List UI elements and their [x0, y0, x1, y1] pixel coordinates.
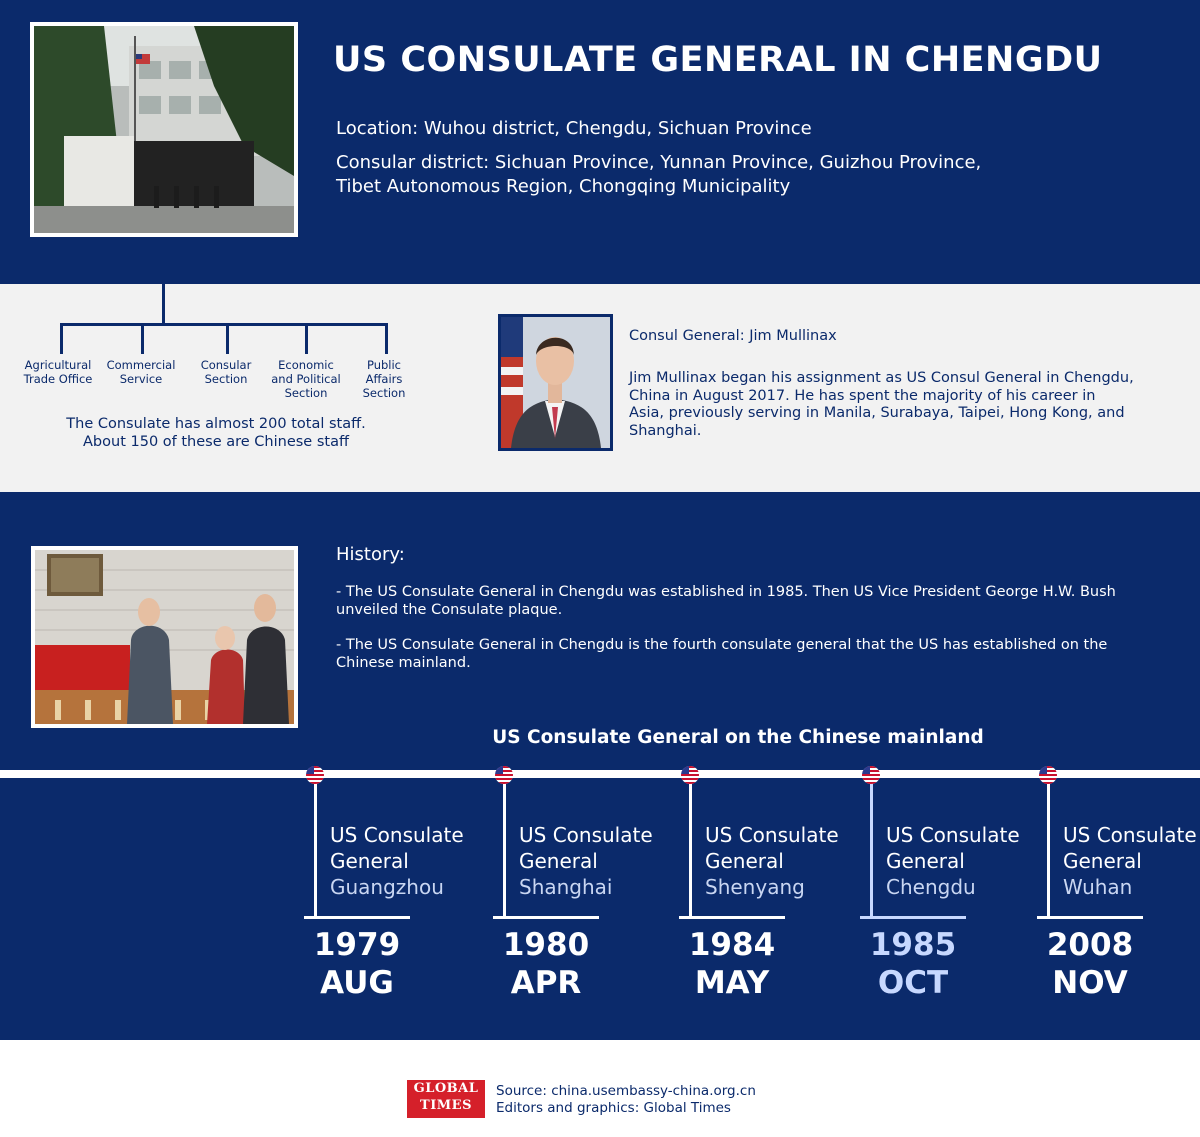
- consular-district-line-1: Consular district: Sichuan Province, Yunnan Province, Guizhou Province,: [336, 152, 982, 173]
- history-title: History:: [336, 544, 405, 565]
- org-tree-branch: [385, 323, 388, 354]
- consul-bio-line-1: Jim Mullinax began his assignment as US Consul General in Chengdu,: [629, 370, 1134, 386]
- org-tree-branch: [60, 323, 63, 354]
- consul-general-name: Consul General: Jim Mullinax: [629, 328, 837, 344]
- org-tree-bar: [60, 323, 388, 326]
- organization-section: [0, 284, 1200, 492]
- consul-bio-line-2: China in August 2017. He has spent the majority of his career in: [629, 388, 1096, 404]
- timeline-title: US Consulate General on the Chinese mainland: [492, 727, 984, 748]
- source-credit: Source: china.usembassy-china.org.cn: [496, 1083, 756, 1099]
- consulate-date: 1980 APR: [502, 927, 590, 1001]
- staff-count-line-1: The Consulate has almost 200 total staff.: [66, 416, 366, 432]
- timeline-base-line: [679, 916, 785, 919]
- consulate-name: US Consulate General Wuhan: [1063, 823, 1197, 899]
- org-tree-trunk: [162, 284, 165, 324]
- us-flag-icon: [862, 766, 880, 784]
- org-tree-branch: [305, 323, 308, 354]
- timeline-base-line: [493, 916, 599, 919]
- dept-public-affairs-section: Public Affairs Section: [362, 358, 406, 400]
- consular-district-line-2: Tibet Autonomous Region, Chongqing Municipality: [336, 176, 791, 197]
- consulate-date: 1985 OCT: [869, 927, 957, 1001]
- timeline-base-line: [860, 916, 966, 919]
- consul-portrait-photo: [498, 314, 613, 451]
- timeline-base-line: [1037, 916, 1143, 919]
- consulate-name: US Consulate General Shenyang: [705, 823, 839, 899]
- timeline-item-guangzhou: [302, 766, 502, 1006]
- consulate-date: 2008 NOV: [1046, 927, 1134, 1001]
- dept-agricultural-trade-office: Agricultural Trade Office: [23, 358, 93, 386]
- page-title: US CONSULATE GENERAL IN CHENGDU: [333, 40, 1103, 80]
- org-tree-branch: [226, 323, 229, 354]
- editors-credit: Editors and graphics: Global Times: [496, 1100, 731, 1116]
- consulate-date: 1979 AUG: [313, 927, 401, 1001]
- global-times-logo: GLOBAL TIMES: [407, 1080, 485, 1118]
- header-section: [0, 0, 1200, 284]
- org-tree-branch: [141, 323, 144, 354]
- dept-commercial-service: Commercial Service: [106, 358, 176, 386]
- us-flag-icon: [681, 766, 699, 784]
- plaque-unveiling-photo: [31, 546, 298, 728]
- timeline-stem: [1047, 776, 1050, 918]
- consulate-name: US Consulate General Guangzhou: [330, 823, 464, 899]
- timeline-base-line: [304, 916, 410, 919]
- timeline-stem: [314, 776, 317, 918]
- timeline-item-shanghai: [491, 766, 691, 1006]
- dept-consular-section: Consular Section: [200, 358, 252, 386]
- history-paragraph-1-line-2: unveiled the Consulate plaque.: [336, 602, 563, 618]
- history-paragraph-1-line-1: - The US Consulate General in Chengdu was established in 1985. Then US Vice President George H.W. Bush: [336, 584, 1116, 600]
- timeline-item-wuhan: [1035, 766, 1200, 1006]
- history-paragraph-2-line-2: Chinese mainland.: [336, 655, 471, 671]
- history-paragraph-2-line-1: - The US Consulate General in Chengdu is the fourth consulate general that the US has established on the: [336, 637, 1108, 653]
- timeline-item-shenyang: [677, 766, 877, 1006]
- us-flag-icon: [1039, 766, 1057, 784]
- dept-economic-political-section: Economic and Political Section: [271, 358, 341, 400]
- location-text: Location: Wuhou district, Chengdu, Sichuan Province: [336, 118, 812, 139]
- timeline-stem: [689, 776, 692, 918]
- consulate-building-photo: [30, 22, 298, 237]
- consulate-name: US Consulate General Shanghai: [519, 823, 653, 899]
- consulate-name: US Consulate General Chengdu: [886, 823, 1020, 899]
- us-flag-icon: [306, 766, 324, 784]
- consul-bio-line-3: Asia, previously serving in Manila, Surabaya, Taipei, Hong Kong, and: [629, 405, 1125, 421]
- consulate-date: 1984 MAY: [688, 927, 776, 1001]
- timeline-item-chengdu: [858, 766, 1058, 1006]
- staff-count-line-2: About 150 of these are Chinese staff: [83, 434, 349, 450]
- consul-bio-line-4: Shanghai.: [629, 423, 702, 439]
- timeline-stem: [870, 776, 873, 918]
- us-flag-icon: [495, 766, 513, 784]
- timeline-stem: [503, 776, 506, 918]
